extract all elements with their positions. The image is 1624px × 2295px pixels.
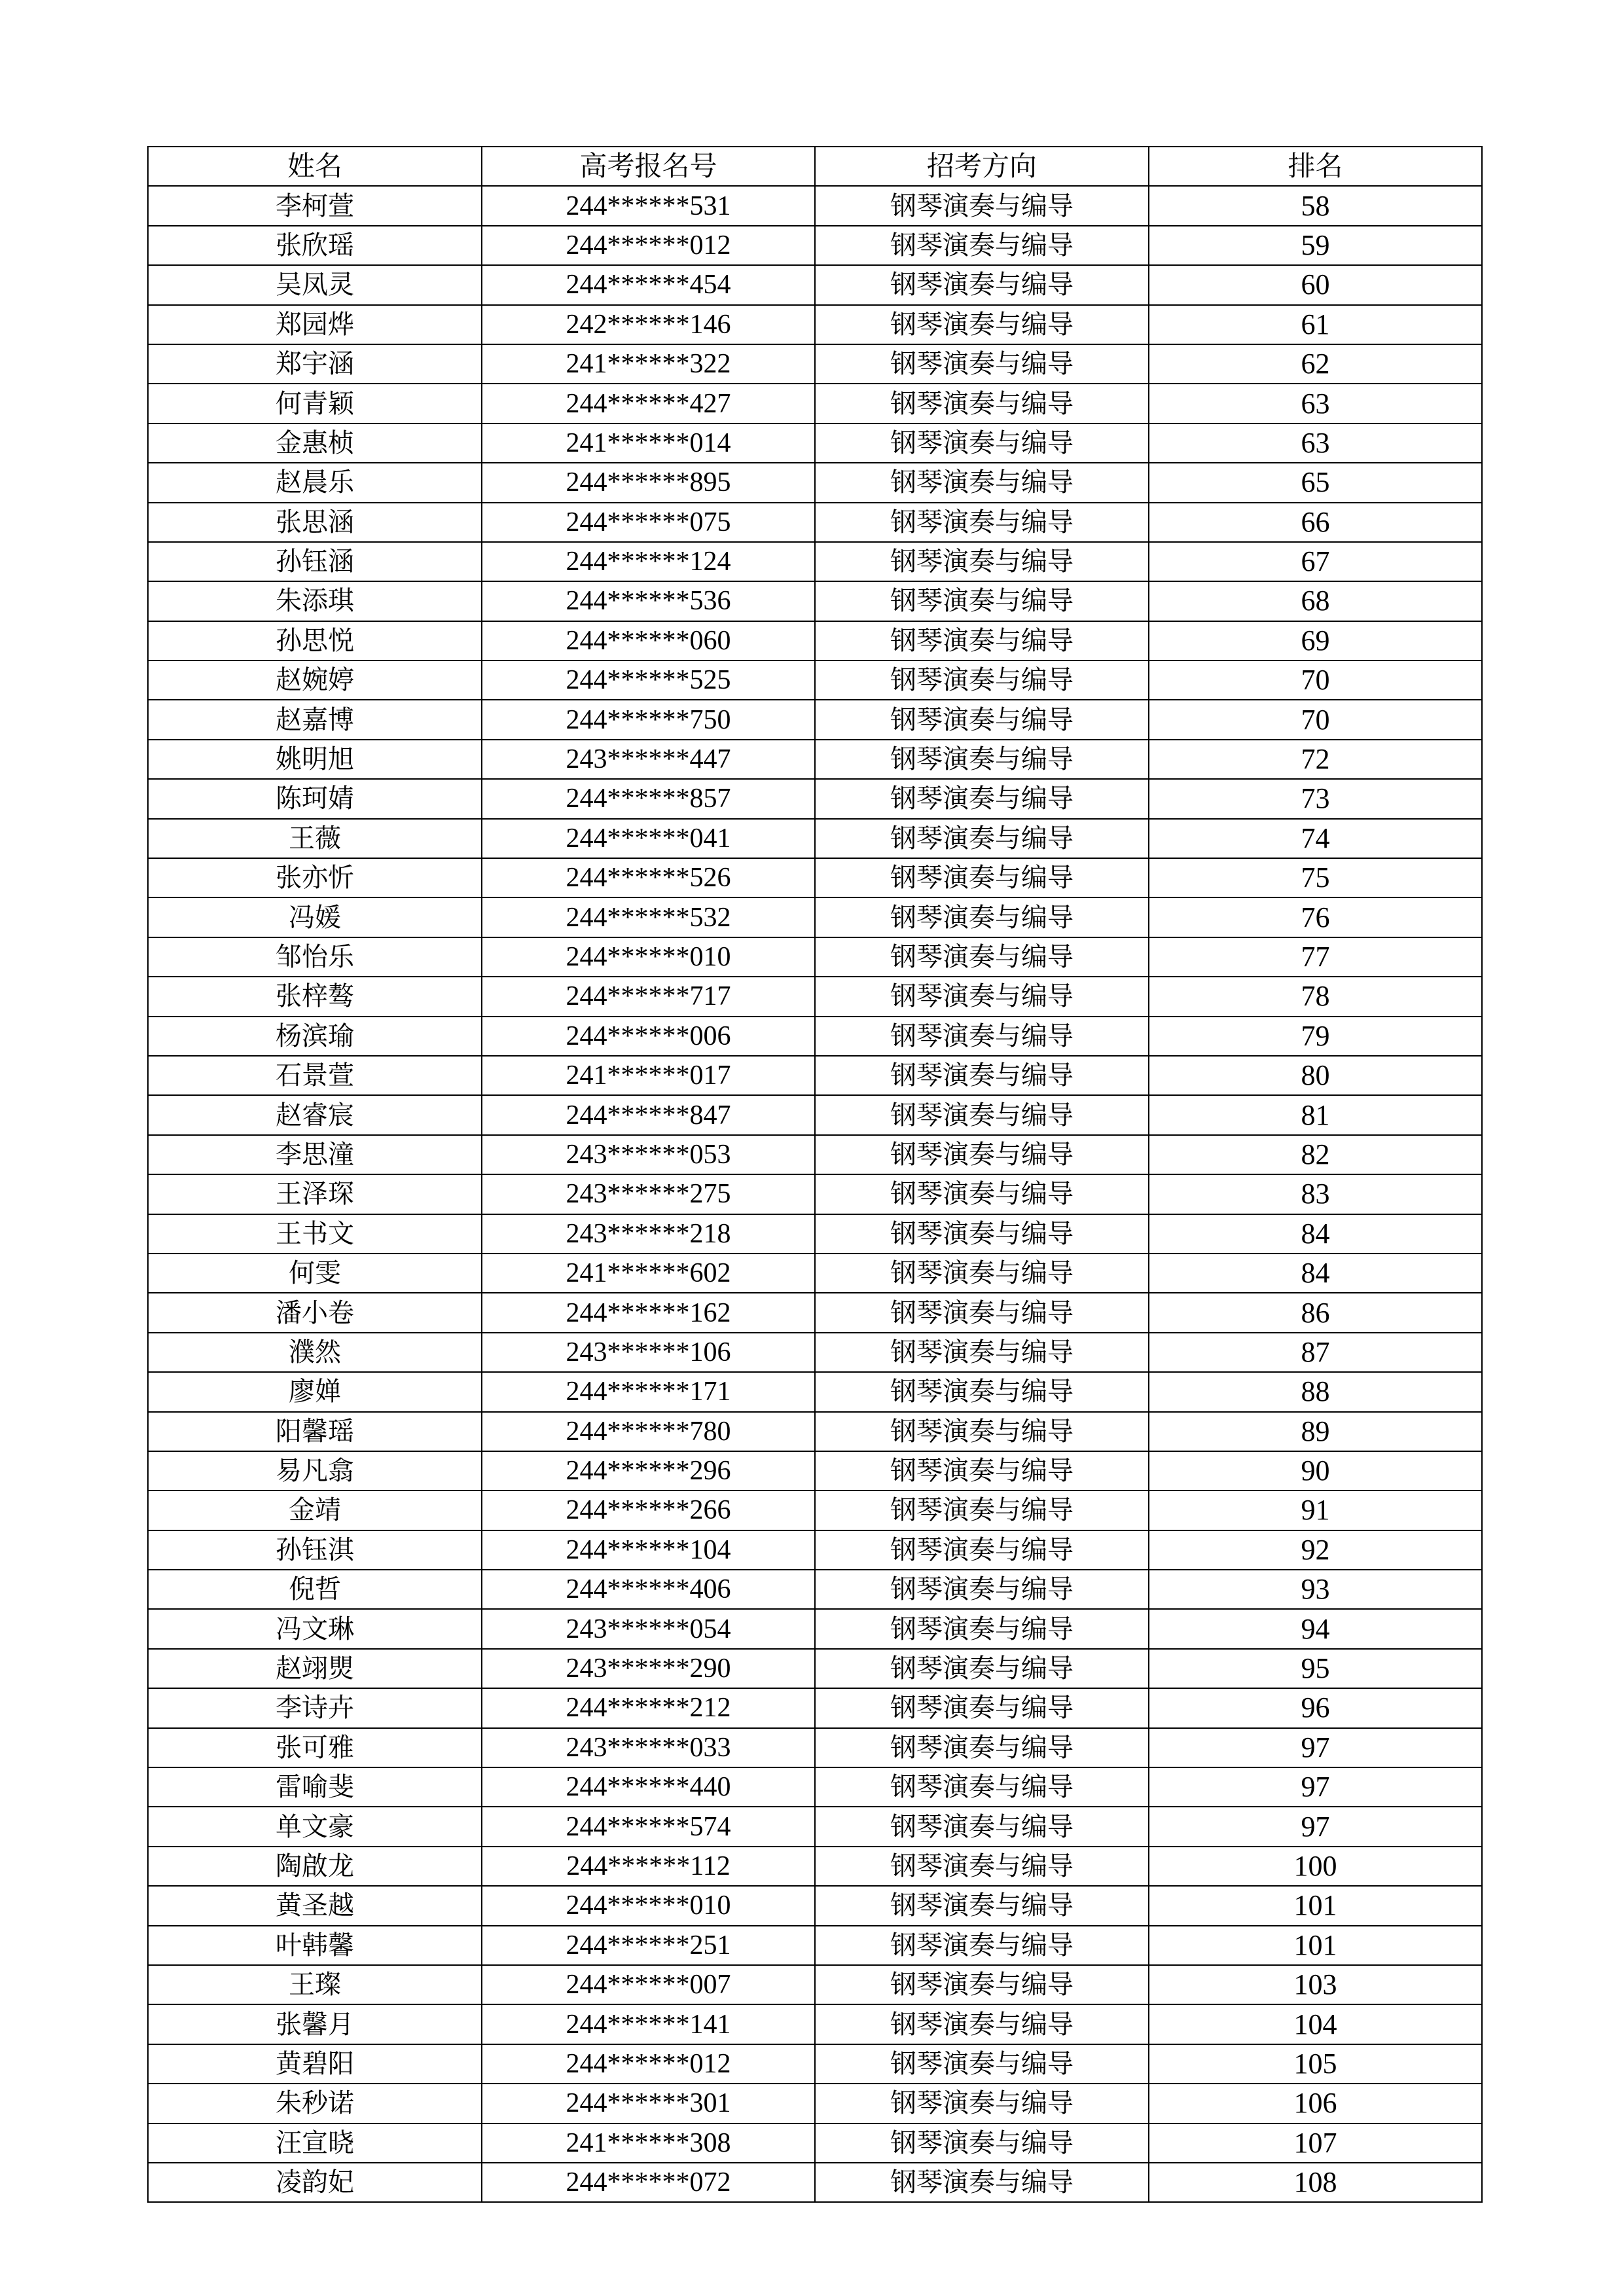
cell-registration-number: 244******536 xyxy=(482,581,815,621)
table-row xyxy=(148,1372,1482,1411)
cell-name: 赵翊煛 xyxy=(148,1649,482,1688)
table-row xyxy=(148,660,1482,700)
table-row xyxy=(148,1767,1482,1807)
table-row xyxy=(148,1174,1482,1214)
cell-rank: 67 xyxy=(1149,542,1482,581)
cell-rank: 65 xyxy=(1149,463,1482,502)
cell-registration-number: 243******218 xyxy=(482,1214,815,1254)
cell-registration-number: 244******212 xyxy=(482,1688,815,1727)
cell-registration-number: 243******447 xyxy=(482,740,815,779)
cell-registration-number: 244******440 xyxy=(482,1767,815,1807)
cell-name: 陈珂婧 xyxy=(148,779,482,818)
cell-rank: 84 xyxy=(1149,1214,1482,1254)
cell-name: 李诗卉 xyxy=(148,1688,482,1727)
cell-name: 阳馨瑶 xyxy=(148,1412,482,1451)
cell-rank: 104 xyxy=(1149,2004,1482,2044)
table-row xyxy=(148,937,1482,977)
cell-direction: 钢琴演奏与编导 xyxy=(815,937,1149,977)
cell-name: 何雯 xyxy=(148,1254,482,1293)
cell-direction: 钢琴演奏与编导 xyxy=(815,1847,1149,1886)
cell-name: 孙思悦 xyxy=(148,621,482,660)
cell-direction: 钢琴演奏与编导 xyxy=(815,1728,1149,1767)
cell-rank: 105 xyxy=(1149,2044,1482,2084)
cell-direction: 钢琴演奏与编导 xyxy=(815,1254,1149,1293)
cell-direction: 钢琴演奏与编导 xyxy=(815,858,1149,897)
cell-direction: 钢琴演奏与编导 xyxy=(815,2084,1149,2123)
table-header xyxy=(148,147,1482,186)
cell-registration-number: 243******275 xyxy=(482,1174,815,1214)
cell-registration-number: 244******012 xyxy=(482,2044,815,2084)
cell-name: 张可雅 xyxy=(148,1728,482,1767)
header-registration-number: 高考报名号 xyxy=(482,147,815,186)
table-row xyxy=(148,2123,1482,2163)
cell-direction: 钢琴演奏与编导 xyxy=(815,897,1149,937)
ranking-table xyxy=(147,146,1483,2203)
cell-name: 赵睿宸 xyxy=(148,1095,482,1134)
cell-registration-number: 244******141 xyxy=(482,2004,815,2044)
cell-name: 张馨月 xyxy=(148,2004,482,2044)
table-row xyxy=(148,1570,1482,1609)
table-row xyxy=(148,1017,1482,1056)
cell-rank: 61 xyxy=(1149,305,1482,344)
cell-direction: 钢琴演奏与编导 xyxy=(815,305,1149,344)
cell-rank: 60 xyxy=(1149,265,1482,304)
table-row xyxy=(148,1649,1482,1688)
table-row xyxy=(148,1056,1482,1095)
cell-registration-number: 244******454 xyxy=(482,265,815,304)
table-row xyxy=(148,1451,1482,1491)
cell-direction: 钢琴演奏与编导 xyxy=(815,2004,1149,2044)
cell-rank: 78 xyxy=(1149,977,1482,1016)
cell-direction: 钢琴演奏与编导 xyxy=(815,779,1149,818)
cell-name: 郑园烨 xyxy=(148,305,482,344)
cell-direction: 钢琴演奏与编导 xyxy=(815,542,1149,581)
cell-name: 郑宇涵 xyxy=(148,344,482,384)
cell-name: 濮然 xyxy=(148,1333,482,1372)
cell-direction: 钢琴演奏与编导 xyxy=(815,1333,1149,1372)
table-row xyxy=(148,1135,1482,1174)
cell-name: 邹怡乐 xyxy=(148,937,482,977)
cell-registration-number: 244******531 xyxy=(482,186,815,225)
table-row xyxy=(148,621,1482,660)
cell-registration-number: 244******162 xyxy=(482,1293,815,1332)
cell-registration-number: 244******104 xyxy=(482,1530,815,1570)
cell-registration-number: 244******075 xyxy=(482,503,815,542)
cell-registration-number: 244******406 xyxy=(482,1570,815,1609)
cell-direction: 钢琴演奏与编导 xyxy=(815,1491,1149,1530)
cell-name: 杨滨瑜 xyxy=(148,1017,482,1056)
table-row xyxy=(148,2044,1482,2084)
cell-name: 张亦忻 xyxy=(148,858,482,897)
table-row xyxy=(148,542,1482,581)
cell-direction: 钢琴演奏与编导 xyxy=(815,1017,1149,1056)
table-row xyxy=(148,740,1482,779)
cell-rank: 92 xyxy=(1149,1530,1482,1570)
cell-registration-number: 244******895 xyxy=(482,463,815,502)
table-row xyxy=(148,384,1482,423)
table-row xyxy=(148,1254,1482,1293)
table-row xyxy=(148,1926,1482,1965)
cell-name: 王泽琛 xyxy=(148,1174,482,1214)
cell-registration-number: 241******014 xyxy=(482,424,815,463)
cell-rank: 77 xyxy=(1149,937,1482,977)
cell-rank: 100 xyxy=(1149,1847,1482,1886)
table-row xyxy=(148,344,1482,384)
cell-name: 赵晨乐 xyxy=(148,463,482,502)
cell-name: 易凡翕 xyxy=(148,1451,482,1491)
cell-registration-number: 244******526 xyxy=(482,858,815,897)
cell-rank: 58 xyxy=(1149,186,1482,225)
cell-rank: 76 xyxy=(1149,897,1482,937)
cell-direction: 钢琴演奏与编导 xyxy=(815,700,1149,739)
cell-rank: 89 xyxy=(1149,1412,1482,1451)
table-body xyxy=(148,186,1482,2202)
cell-registration-number: 244******006 xyxy=(482,1017,815,1056)
cell-name: 朱添琪 xyxy=(148,581,482,621)
cell-name: 张思涵 xyxy=(148,503,482,542)
table-row xyxy=(148,977,1482,1016)
cell-rank: 72 xyxy=(1149,740,1482,779)
cell-direction: 钢琴演奏与编导 xyxy=(815,1214,1149,1254)
cell-registration-number: 244******010 xyxy=(482,937,815,977)
cell-name: 孙钰涵 xyxy=(148,542,482,581)
cell-rank: 107 xyxy=(1149,2123,1482,2163)
cell-direction: 钢琴演奏与编导 xyxy=(815,660,1149,700)
cell-registration-number: 244******780 xyxy=(482,1412,815,1451)
cell-name: 黄碧阳 xyxy=(148,2044,482,2084)
cell-registration-number: 241******308 xyxy=(482,2123,815,2163)
cell-direction: 钢琴演奏与编导 xyxy=(815,1649,1149,1688)
table-row xyxy=(148,1965,1482,2004)
table-row xyxy=(148,503,1482,542)
cell-registration-number: 243******054 xyxy=(482,1609,815,1648)
cell-name: 赵婉婷 xyxy=(148,660,482,700)
cell-registration-number: 244******717 xyxy=(482,977,815,1016)
cell-rank: 103 xyxy=(1149,1965,1482,2004)
cell-registration-number: 244******574 xyxy=(482,1807,815,1846)
cell-direction: 钢琴演奏与编导 xyxy=(815,384,1149,423)
table-row xyxy=(148,1095,1482,1134)
cell-registration-number: 243******053 xyxy=(482,1135,815,1174)
cell-name: 陶啟龙 xyxy=(148,1847,482,1886)
cell-name: 冯媛 xyxy=(148,897,482,937)
cell-direction: 钢琴演奏与编导 xyxy=(815,1174,1149,1214)
cell-registration-number: 244******532 xyxy=(482,897,815,937)
cell-rank: 69 xyxy=(1149,621,1482,660)
cell-name: 凌韵妃 xyxy=(148,2163,482,2202)
cell-direction: 钢琴演奏与编导 xyxy=(815,1886,1149,1925)
cell-rank: 108 xyxy=(1149,2163,1482,2202)
cell-name: 朱秒诺 xyxy=(148,2084,482,2123)
cell-name: 吴凤灵 xyxy=(148,265,482,304)
cell-registration-number: 244******060 xyxy=(482,621,815,660)
cell-direction: 钢琴演奏与编导 xyxy=(815,1451,1149,1491)
cell-registration-number: 244******525 xyxy=(482,660,815,700)
table-row xyxy=(148,581,1482,621)
cell-registration-number: 244******010 xyxy=(482,1886,815,1925)
table-row xyxy=(148,1609,1482,1648)
header-row xyxy=(148,147,1482,186)
table-row xyxy=(148,1807,1482,1846)
cell-name: 金靖 xyxy=(148,1491,482,1530)
cell-name: 王璨 xyxy=(148,1965,482,2004)
cell-direction: 钢琴演奏与编导 xyxy=(815,186,1149,225)
cell-rank: 97 xyxy=(1149,1767,1482,1807)
cell-rank: 88 xyxy=(1149,1372,1482,1411)
cell-rank: 79 xyxy=(1149,1017,1482,1056)
cell-direction: 钢琴演奏与编导 xyxy=(815,1570,1149,1609)
cell-name: 廖婵 xyxy=(148,1372,482,1411)
cell-rank: 70 xyxy=(1149,660,1482,700)
cell-direction: 钢琴演奏与编导 xyxy=(815,581,1149,621)
cell-registration-number: 244******124 xyxy=(482,542,815,581)
table-row xyxy=(148,186,1482,225)
cell-registration-number: 244******301 xyxy=(482,2084,815,2123)
cell-rank: 75 xyxy=(1149,858,1482,897)
cell-direction: 钢琴演奏与编导 xyxy=(815,1965,1149,2004)
cell-registration-number: 244******857 xyxy=(482,779,815,818)
cell-direction: 钢琴演奏与编导 xyxy=(815,621,1149,660)
cell-registration-number: 244******750 xyxy=(482,700,815,739)
cell-direction: 钢琴演奏与编导 xyxy=(815,424,1149,463)
cell-direction: 钢琴演奏与编导 xyxy=(815,1095,1149,1134)
table-row xyxy=(148,226,1482,265)
cell-direction: 钢琴演奏与编导 xyxy=(815,1767,1149,1807)
cell-name: 雷喻斐 xyxy=(148,1767,482,1807)
table-row xyxy=(148,1293,1482,1332)
table-row xyxy=(148,1847,1482,1886)
cell-registration-number: 244******251 xyxy=(482,1926,815,1965)
table-row xyxy=(148,1491,1482,1530)
cell-rank: 74 xyxy=(1149,819,1482,858)
cell-direction: 钢琴演奏与编导 xyxy=(815,1293,1149,1332)
table-row xyxy=(148,1530,1482,1570)
cell-rank: 86 xyxy=(1149,1293,1482,1332)
cell-direction: 钢琴演奏与编导 xyxy=(815,463,1149,502)
cell-name: 石景萱 xyxy=(148,1056,482,1095)
cell-rank: 68 xyxy=(1149,581,1482,621)
cell-registration-number: 244******171 xyxy=(482,1372,815,1411)
cell-direction: 钢琴演奏与编导 xyxy=(815,1372,1149,1411)
cell-direction: 钢琴演奏与编导 xyxy=(815,1412,1149,1451)
cell-direction: 钢琴演奏与编导 xyxy=(815,1688,1149,1727)
cell-direction: 钢琴演奏与编导 xyxy=(815,503,1149,542)
cell-direction: 钢琴演奏与编导 xyxy=(815,1135,1149,1174)
cell-rank: 81 xyxy=(1149,1095,1482,1134)
table-row xyxy=(148,897,1482,937)
cell-rank: 73 xyxy=(1149,779,1482,818)
cell-name: 何青颖 xyxy=(148,384,482,423)
table-row xyxy=(148,2084,1482,2123)
table-row xyxy=(148,1886,1482,1925)
cell-rank: 93 xyxy=(1149,1570,1482,1609)
cell-rank: 106 xyxy=(1149,2084,1482,2123)
table-row xyxy=(148,265,1482,304)
cell-rank: 101 xyxy=(1149,1926,1482,1965)
cell-direction: 钢琴演奏与编导 xyxy=(815,1926,1149,1965)
cell-rank: 90 xyxy=(1149,1451,1482,1491)
cell-registration-number: 244******072 xyxy=(482,2163,815,2202)
table-row xyxy=(148,858,1482,897)
cell-registration-number: 244******427 xyxy=(482,384,815,423)
cell-name: 张梓骜 xyxy=(148,977,482,1016)
cell-direction: 钢琴演奏与编导 xyxy=(815,740,1149,779)
table-row xyxy=(148,1728,1482,1767)
table-row xyxy=(148,2004,1482,2044)
cell-direction: 钢琴演奏与编导 xyxy=(815,1530,1149,1570)
cell-name: 冯文琳 xyxy=(148,1609,482,1648)
cell-direction: 钢琴演奏与编导 xyxy=(815,2123,1149,2163)
cell-registration-number: 241******017 xyxy=(482,1056,815,1095)
cell-registration-number: 243******290 xyxy=(482,1649,815,1688)
table-row xyxy=(148,305,1482,344)
cell-name: 王书文 xyxy=(148,1214,482,1254)
cell-rank: 62 xyxy=(1149,344,1482,384)
cell-rank: 63 xyxy=(1149,424,1482,463)
table-row xyxy=(148,700,1482,739)
cell-registration-number: 244******296 xyxy=(482,1451,815,1491)
cell-rank: 80 xyxy=(1149,1056,1482,1095)
table-row xyxy=(148,424,1482,463)
cell-rank: 84 xyxy=(1149,1254,1482,1293)
cell-direction: 钢琴演奏与编导 xyxy=(815,819,1149,858)
cell-name: 赵嘉博 xyxy=(148,700,482,739)
cell-direction: 钢琴演奏与编导 xyxy=(815,226,1149,265)
cell-name: 李柯萱 xyxy=(148,186,482,225)
cell-direction: 钢琴演奏与编导 xyxy=(815,344,1149,384)
cell-rank: 94 xyxy=(1149,1609,1482,1648)
cell-name: 金惠桢 xyxy=(148,424,482,463)
cell-rank: 97 xyxy=(1149,1728,1482,1767)
cell-registration-number: 244******847 xyxy=(482,1095,815,1134)
cell-direction: 钢琴演奏与编导 xyxy=(815,1807,1149,1846)
cell-rank: 59 xyxy=(1149,226,1482,265)
cell-rank: 82 xyxy=(1149,1135,1482,1174)
cell-registration-number: 243******106 xyxy=(482,1333,815,1372)
cell-rank: 96 xyxy=(1149,1688,1482,1727)
cell-registration-number: 244******007 xyxy=(482,1965,815,2004)
cell-name: 李思潼 xyxy=(148,1135,482,1174)
header-direction: 招考方向 xyxy=(815,147,1149,186)
cell-direction: 钢琴演奏与编导 xyxy=(815,2163,1149,2202)
table-row xyxy=(148,1688,1482,1727)
cell-direction: 钢琴演奏与编导 xyxy=(815,265,1149,304)
cell-name: 倪哲 xyxy=(148,1570,482,1609)
cell-rank: 63 xyxy=(1149,384,1482,423)
cell-direction: 钢琴演奏与编导 xyxy=(815,1609,1149,1648)
cell-registration-number: 241******602 xyxy=(482,1254,815,1293)
table-row xyxy=(148,819,1482,858)
cell-name: 张欣瑶 xyxy=(148,226,482,265)
header-rank: 排名 xyxy=(1149,147,1482,186)
cell-name: 叶韩馨 xyxy=(148,1926,482,1965)
cell-rank: 101 xyxy=(1149,1886,1482,1925)
cell-registration-number: 243******033 xyxy=(482,1728,815,1767)
table-row xyxy=(148,1412,1482,1451)
table-row xyxy=(148,1214,1482,1254)
cell-rank: 91 xyxy=(1149,1491,1482,1530)
table-row xyxy=(148,1333,1482,1372)
cell-rank: 83 xyxy=(1149,1174,1482,1214)
cell-name: 黄圣越 xyxy=(148,1886,482,1925)
cell-name: 孙钰淇 xyxy=(148,1530,482,1570)
header-name: 姓名 xyxy=(148,147,482,186)
cell-registration-number: 244******266 xyxy=(482,1491,815,1530)
cell-rank: 70 xyxy=(1149,700,1482,739)
cell-rank: 97 xyxy=(1149,1807,1482,1846)
cell-direction: 钢琴演奏与编导 xyxy=(815,2044,1149,2084)
cell-name: 姚明旭 xyxy=(148,740,482,779)
table-row xyxy=(148,779,1482,818)
cell-rank: 66 xyxy=(1149,503,1482,542)
cell-registration-number: 244******041 xyxy=(482,819,815,858)
cell-name: 潘小卷 xyxy=(148,1293,482,1332)
cell-registration-number: 244******012 xyxy=(482,226,815,265)
cell-name: 单文豪 xyxy=(148,1807,482,1846)
table-row xyxy=(148,463,1482,502)
cell-name: 王薇 xyxy=(148,819,482,858)
cell-name: 汪宣晓 xyxy=(148,2123,482,2163)
table-row xyxy=(148,2163,1482,2202)
cell-direction: 钢琴演奏与编导 xyxy=(815,977,1149,1016)
cell-rank: 87 xyxy=(1149,1333,1482,1372)
cell-registration-number: 244******112 xyxy=(482,1847,815,1886)
cell-registration-number: 242******146 xyxy=(482,305,815,344)
cell-registration-number: 241******322 xyxy=(482,344,815,384)
cell-direction: 钢琴演奏与编导 xyxy=(815,1056,1149,1095)
cell-rank: 95 xyxy=(1149,1649,1482,1688)
